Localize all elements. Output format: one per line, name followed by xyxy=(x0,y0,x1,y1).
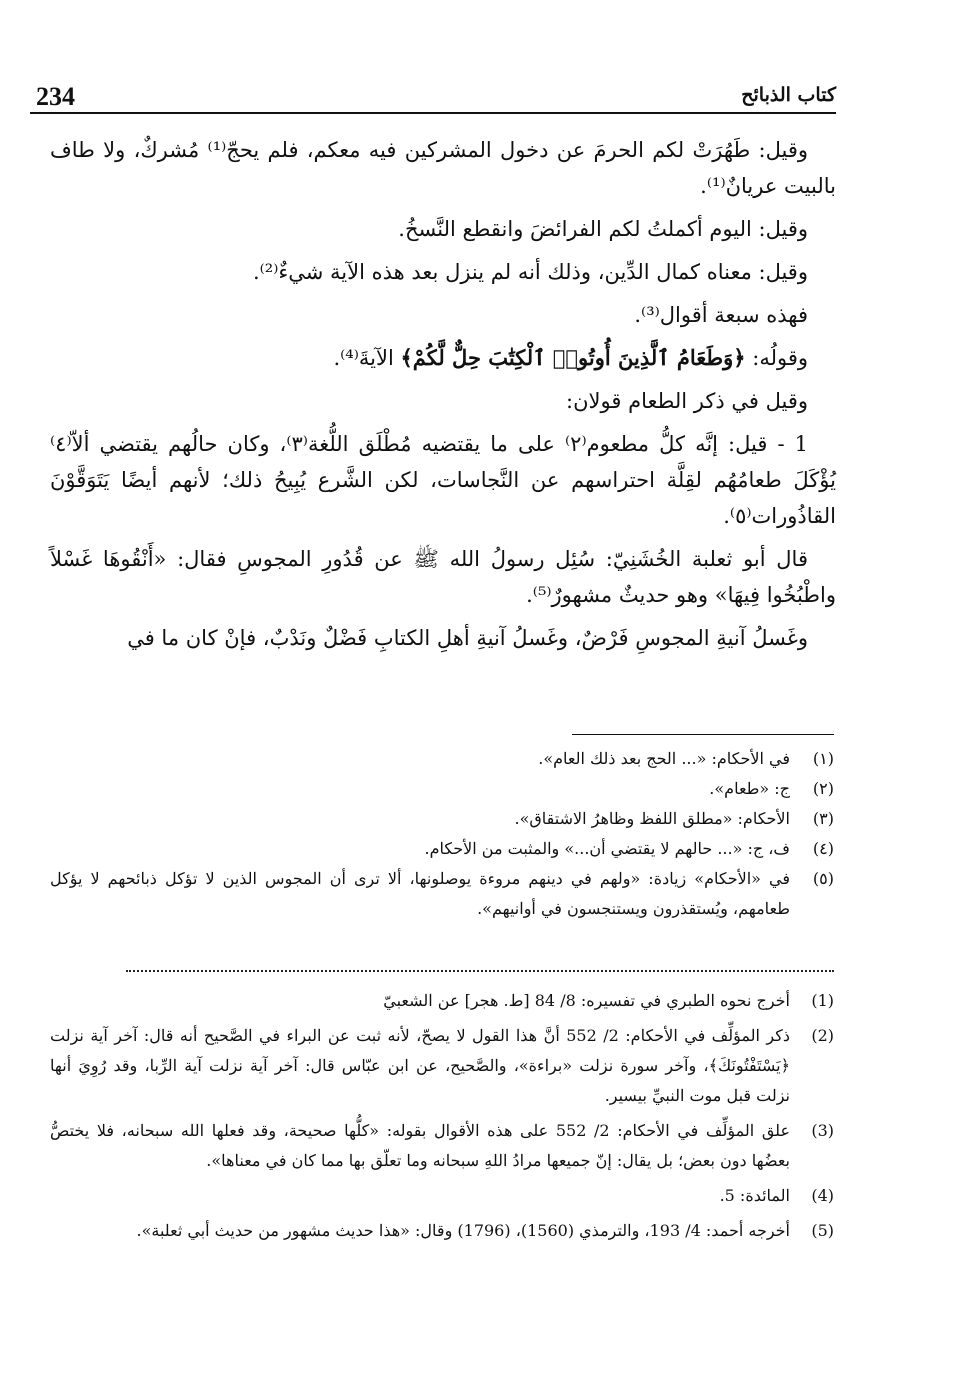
paragraph: وقيل: معناه كمال الدِّين، وذلك أنه لم ينزل بعد هذه الآية شيءٌ⁽²⁾. xyxy=(252,260,808,284)
footnote-text: أخرج نحوه الطبري في تفسيره: 8/ 84 [ط. هجر] عن الشعبيّ xyxy=(383,991,790,1010)
footnote-number: (١) xyxy=(812,749,834,768)
footnote xyxy=(50,804,834,834)
footnote xyxy=(50,1116,834,1176)
footnote-number: (3) xyxy=(811,1121,834,1140)
footnote-number: (5) xyxy=(811,1221,834,1240)
footnote xyxy=(50,864,834,924)
footnote-number: (٤) xyxy=(812,839,834,858)
footnote-text: في الأحكام: «... الحج بعد ذلك العام». xyxy=(538,749,790,768)
page-header xyxy=(30,84,836,114)
quran-verse: ﴿وَطَعَامُ ٱلَّذِينَ أُوتُوا۟ ٱلْكِتَٰبَ حِلٌّ لَّكُمْ﴾ xyxy=(400,345,746,370)
footnote-text: علق المؤلِّف في الأحكام: 2/ 552 على هذه الأقوال بقوله: «كلُّها صحيحة، وقد فعلها الله سبحانه، فلا يختصُّ بعضُها دون بعض؛ بل يقال: إنّ جميعها مرادُ اللهِ سبحانه وما تعلّق بها مما كان في معناها». xyxy=(50,1121,791,1170)
paragraph: وقيل في ذكر الطعام قولان: xyxy=(566,389,808,413)
manuscript-footnotes xyxy=(50,744,834,924)
verse-intro: وقولُه: xyxy=(745,346,808,370)
footnote-text: الأحكام: «مطلق اللفظ وظاهرُ الاشتقاق». xyxy=(514,809,790,828)
footnote-number: (٣) xyxy=(812,809,834,828)
editor-footnotes xyxy=(50,986,834,1251)
footnote xyxy=(50,744,834,774)
footnote-text: ج: «طعام». xyxy=(709,779,790,798)
footnote-number: (٥) xyxy=(812,869,834,888)
paragraph: فهذه سبعة أقوال⁽³⁾. xyxy=(634,303,808,327)
footnote-text: في «الأحكام» زيادة: «ولهم في دينهم مروءة يوصلونها، ألا ترى أن المجوس الذين لا تؤكل ذبائحهم لا يؤكل طعامهم، ويُستقذرون ويستنجسون في أوانيهم». xyxy=(50,869,790,918)
footnote xyxy=(50,1021,834,1111)
page-number: 234 xyxy=(36,82,75,111)
paragraph: وقيل: اليوم أكملتُ لكم الفرائضَ وانقطع النَّسخُ. xyxy=(398,217,808,241)
paragraph: 1 - قيل: إنَّه كلُّ مطعوم⁽٢⁾ على ما يقتضيه مُطْلَق اللُّغة⁽٣⁾، وكان حالُهم يقتضي ألاّ⁽٤⁾ يُؤْكَلَ طعامُهُم لقِلَّة احتراسهم عن النَّجاسات، لكن الشَّرع يُبِيحُ ذلك؛ لأنهم أيضًا يَتَوَقَّوْنَ القاذُورات⁽٥⁾. xyxy=(50,432,836,528)
footnote-number: (2) xyxy=(811,1026,834,1045)
footnote xyxy=(50,834,834,864)
footnote-number: (٢) xyxy=(812,779,834,798)
main-text xyxy=(50,132,836,663)
running-title: كتاب الذبائح xyxy=(741,84,836,106)
footnote xyxy=(50,774,834,804)
dotted-separator xyxy=(126,970,834,972)
paragraph-quran-verse xyxy=(50,340,836,376)
footnote-text: ف، ج: «... حالهم لا يقتضي أن...» والمثبت من الأحكام. xyxy=(424,839,790,858)
footnote-text: أخرجه أحمد: 4/ 193، والترمذي (1560)، (1796) وقال: «هذا حديث مشهور من حديث أبي ثعلبة». xyxy=(136,1221,790,1240)
footnote xyxy=(50,1216,834,1246)
verse-end: الآيةَ⁽⁴⁾. xyxy=(333,346,401,370)
paragraph: وقيل: طَهُرَتْ لكم الحرمَ عن دخول المشركين فيه معكم، فلم يحجّ⁽¹⁾ مُشركٌ، ولا طاف بالبيت عريانٌ⁽¹⁾. xyxy=(50,138,836,198)
paragraph: وغَسلُ آنيةِ المجوسِ فَرْضٌ، وغَسلُ آنيةِ أهلِ الكتابِ فَضْلٌ ونَدْبٌ، فإنْ كان ما في xyxy=(127,626,808,650)
footnote xyxy=(50,1181,834,1211)
footnote-divider xyxy=(572,734,834,735)
footnote-number: (4) xyxy=(811,1186,834,1205)
paragraph: قال أبو ثعلبة الخُشَنِيّ: سُئِل رسولُ الله ﷺ عن قُدُورِ المجوسِ فقال: «أَنْقُوهَا غَسْلاً واطْبُخُوا فِيهَا» وهو حديثٌ مشهورٌ⁽⁵⁾. xyxy=(50,547,836,607)
footnote xyxy=(50,986,834,1016)
footnote-number: (1) xyxy=(811,991,834,1010)
footnote-text: المائدة: 5. xyxy=(719,1186,790,1205)
footnote-text: ذكر المؤلِّف في الأحكام: 2/ 552 أنَّ هذا القول لا يصحّ، لأنه ثبت عن البراء في الصَّحيح أنه قال: آخر آية نزلت ﴿يَسْتَفْتُونَكَ﴾، وآخر سورة نزلت «براءة»، والصَّحيح، عن ابن عبّاس قال: آخر آية نزلت آية الرِّبا، وقد رُوِيَ أنها نزلت قبل موت النبيِّ بيسير. xyxy=(50,1026,791,1105)
